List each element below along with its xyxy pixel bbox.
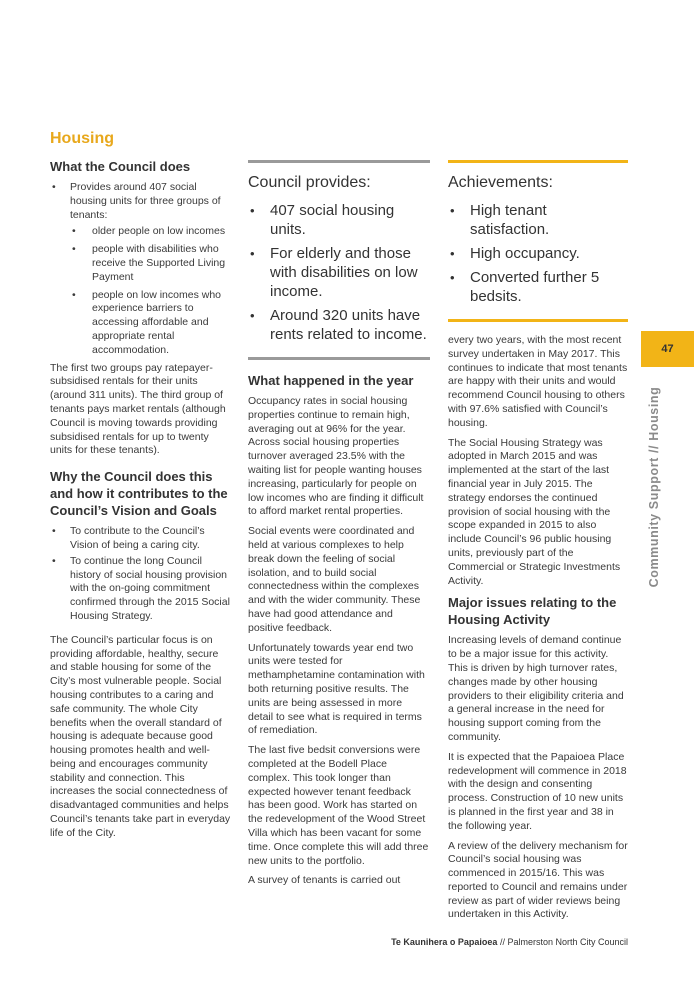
list-item: • High tenant satisfaction. xyxy=(448,201,628,239)
list-item: • High occupancy. xyxy=(448,244,628,263)
what-bullet-list xyxy=(50,181,232,358)
what-council-does-heading: What the Council does xyxy=(50,159,191,174)
column-right xyxy=(448,160,628,928)
list-item: • For elderly and those with disabilities on low income. xyxy=(248,244,430,301)
footer-org-maori: Te Kaunihera o Papaioea xyxy=(391,937,498,947)
paragraph: The Social Housing Strategy was adopted in March 2015 and was implemented at the start of the last financial year in July 2015. The strategy endorses the continued provision of social housing with the scope expanded in 2015 to also include Council’s 96 public housing units, previously part of the Commercial or Strategic Investments Activity. xyxy=(448,436,621,587)
list-item: • Around 320 units have rents related to income. xyxy=(248,306,430,344)
paragraph: Social events were coordinated and held at various complexes to help break down the feeling of social isolation, and to build social connectedness within the complexes and with the wider community. These have had good attendance and positive feedback. xyxy=(248,525,421,634)
page-title: Housing xyxy=(50,130,114,147)
page-number-tab xyxy=(641,331,694,367)
list-item xyxy=(50,181,232,358)
column-left xyxy=(50,158,232,847)
paragraph: A review of the delivery mechanism for Council’s social housing was commenced in 2015/16. This was reported to Council and remains under review as part of wider reviews being undertaken in this Activity. xyxy=(448,839,628,921)
paragraph: Occupancy rates in social housing properties continue to remain high, averaging out at 96% for the year. Across social housing properties turnover averaged 23.5% with the waiting list for people wanting houses increasing, particularly for people on low incomes who are finding it difficult to afford market rental properties. xyxy=(248,395,424,518)
list-item-text: Provides around 407 social housing units for three groups of tenants: xyxy=(70,181,221,221)
why-bullet-list xyxy=(50,525,232,624)
sub-bullet-list xyxy=(70,225,232,357)
footer xyxy=(391,937,628,947)
paragraph: The first two groups pay ratepayer-subsidised rentals for their units (around 311 units). The third group of tenants pays market rentals (although Council is moving towards providing subsidised rentals for up to twenty units for these tenants). xyxy=(50,361,226,457)
callout-title: Council provides: xyxy=(248,174,371,191)
what-happened-heading: What happened in the year xyxy=(248,373,414,388)
list-item: • To continue the long Council history of social housing provision with the on-going commitment confirmed through the 2015 Social Housing Strategy. xyxy=(50,555,232,624)
achievements-callout xyxy=(448,160,628,322)
list-item: • Converted further 5 bedsits. xyxy=(448,268,628,306)
paragraph: Unfortunately towards year end two units were tested for methamphetamine contamination with both returning positive results. The units are being assessed in more detail to see what is required in terms of remediation. xyxy=(248,641,425,737)
footer-separator: // xyxy=(497,937,508,947)
list-item: • To contribute to the Council’s Vision of being a caring city. xyxy=(50,525,232,553)
paragraph: The Council’s particular focus is on providing affordable, healthy, secure and stable housing for some of the City’s most vulnerable people. Social housing contributes to a caring and safe community. The whole City benefits when the overall standard of housing is adequate because good housing promotes health and well-being and encourages community stability and connection. This increases the social connectedness of disadvantaged communities and helps Council’s tenants take part in everyday life of the City. xyxy=(50,633,231,839)
council-provides-callout xyxy=(248,160,430,360)
paragraph: every two years, with the most recent survey undertaken in May 2017. This continues to indicate that most tenants are happy with their units and would recommend Council housing to others with 97.6% satisfied with Council’s housing. xyxy=(448,334,628,429)
column-middle xyxy=(248,160,430,894)
paragraph: It is expected that the Papaioea Place redevelopment will commence in 2018 with the design and consenting process. Construction of 10 new units is planned in the first year and 38 in the following year. xyxy=(448,750,627,832)
section-label: Community Support // Housing xyxy=(647,386,661,588)
provides-list xyxy=(248,201,430,344)
list-item: • 407 social housing units. xyxy=(248,201,430,239)
list-item: • people with disabilities who receive the Supported Living Payment xyxy=(70,243,232,284)
why-council-heading: Why the Council does this and how it contributes to the Council’s Vision and Goals xyxy=(50,469,228,519)
major-issues-heading: Major issues relating to the Housing Activity xyxy=(448,595,617,628)
list-item: • older people on low incomes xyxy=(70,225,232,239)
list-item: • people on low incomes who experience barriers to accessing affordable and appropriate rental accommodation. xyxy=(70,289,232,358)
footer-org-english: Palmerston North City Council xyxy=(507,937,628,947)
paragraph: A survey of tenants is carried out xyxy=(248,874,401,887)
callout-title: Achievements: xyxy=(448,174,553,191)
achievements-list xyxy=(448,201,628,306)
paragraph: The last five bedsit conversions were completed at the Bodell Place complex. This took longer than expected however tenant feedback has been good. Work has started on the redevelopment of the Wood Street Villa which has been vacant for some time. Once complete this will add three new units to the portfolio. xyxy=(248,744,429,867)
paragraph: Increasing levels of demand continue to be a major issue for this activity. This is driven by high turnover rates, changes made by other housing providers to their eligibility criteria and a general increase in the need for housing support coming from the community. xyxy=(448,634,624,743)
page-number: 47 xyxy=(661,343,674,355)
